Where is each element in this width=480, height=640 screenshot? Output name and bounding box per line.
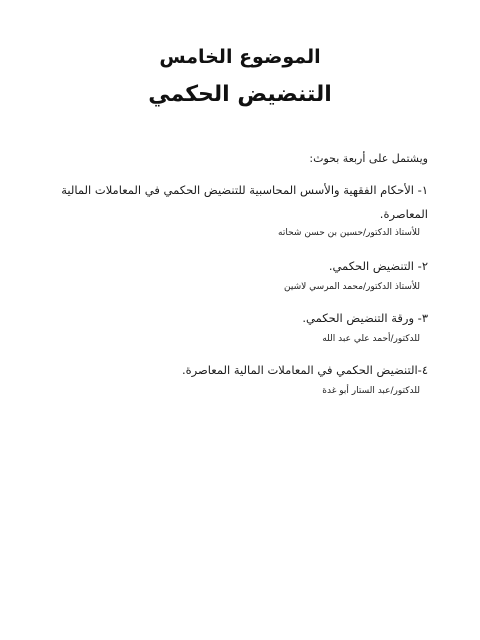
intro-text: ويشتمل على أربعة بحوث: [309,152,428,165]
research-item-3: ٣- ورقة التنضيض الحكمي. [302,311,428,325]
topic-subtitle: التنضيض الحكمي [148,82,332,107]
research-author-1: للأستاذ الدكتور/حسين بن حسن شحاته [278,228,420,238]
topic-title: الموضوع الخامس [159,46,321,68]
research-item-1: ١- الأحكام الفقهية والأسس المحاسبية للتنضيض الحكمي في المعاملات المالية المعاصرة. [61,183,428,221]
research-author-3: للدكتور/أحمد علي عبد الله [322,334,420,344]
research-item-2: ٢- التنضيض الحكمي. [328,259,428,273]
research-item-4: ٤-التنضيض الحكمي في المعاملات المالية المعاصرة. [181,363,428,377]
research-author-2: للأستاذ الدكتور/محمد المرسي لاشين [284,282,420,292]
research-author-4: للدكتور/عبد الستار أبو غدة [322,386,420,396]
